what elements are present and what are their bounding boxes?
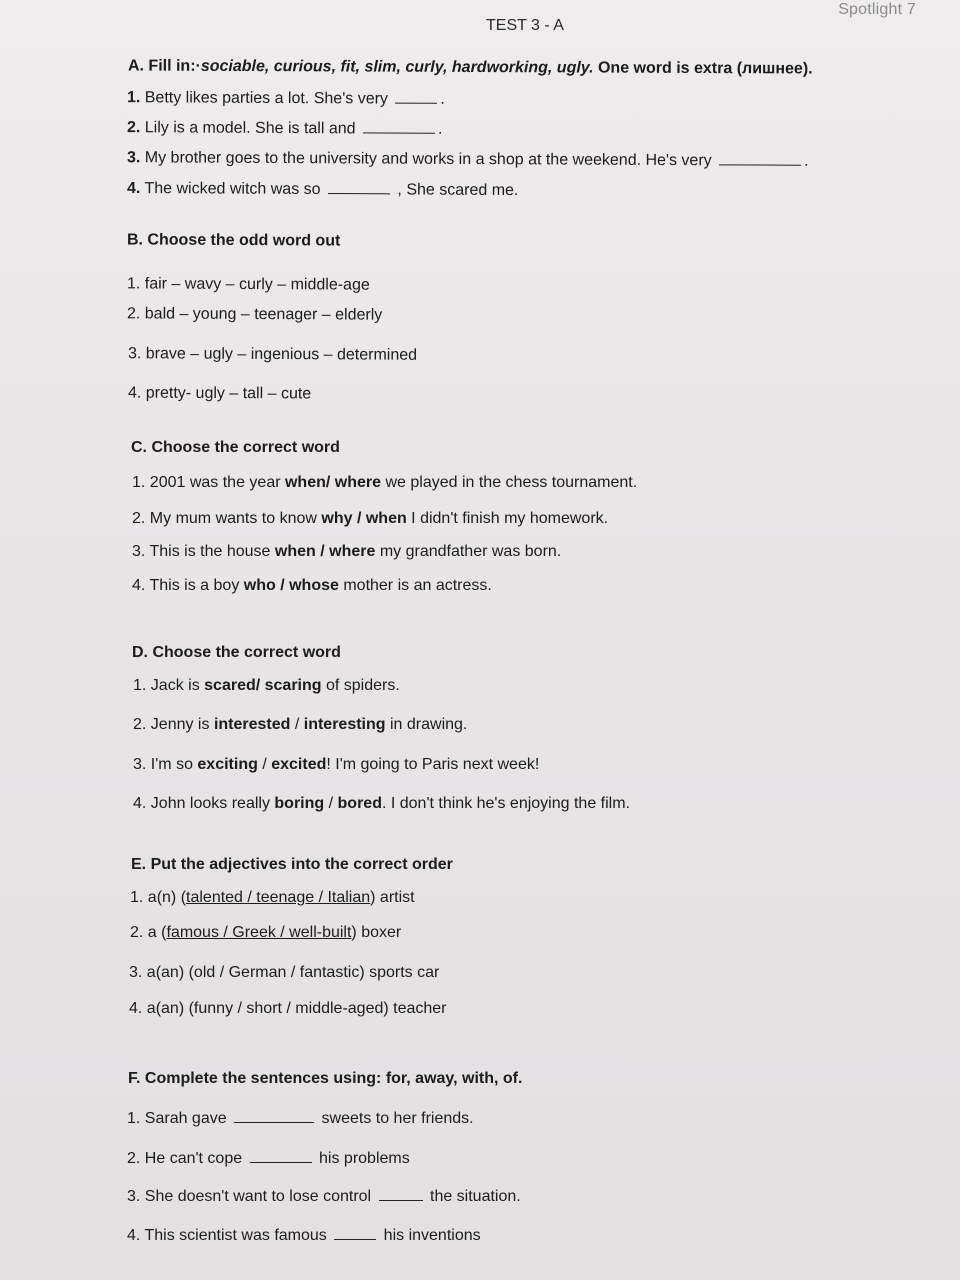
item-text: This scientist was famous: [140, 1227, 332, 1244]
answer-blank[interactable]: [328, 179, 390, 194]
item-number: 1.: [132, 474, 146, 491]
item-text: a(an) (: [142, 1000, 194, 1017]
section-d-item: [133, 716, 467, 734]
item-number: 1.: [127, 1110, 141, 1127]
item-number: 3.: [127, 1188, 141, 1205]
item-number: 4.: [132, 577, 146, 594]
item-number: 2.: [133, 716, 147, 733]
section-d-heading: D. Choose the correct word: [132, 644, 341, 661]
item-text-end: sweets to her friends.: [317, 1110, 474, 1127]
section-b-item: [127, 305, 382, 324]
item-text: John looks really: [146, 795, 275, 812]
word-option[interactable]: interesting: [303, 716, 386, 733]
item-text: She doesn't want to lose control: [140, 1188, 376, 1205]
item-text-end: , She scared me.: [392, 181, 519, 200]
section-a-heading-lead: A. Fill in:·: [127, 57, 201, 75]
item-text: My brother goes to the university and works in a shop at the weekend. He's very: [140, 149, 717, 170]
section-c-item: [132, 474, 637, 492]
section-e-item: [129, 964, 439, 982]
section-e-item: [130, 889, 415, 907]
item-text-end: .: [804, 152, 809, 170]
answer-blank[interactable]: [234, 1108, 314, 1123]
item-text: Betty likes parties a lot. She's very: [140, 89, 393, 108]
item-text-end: his problems: [314, 1150, 410, 1167]
option-separator: /: [324, 795, 338, 812]
section-f-item: [127, 1186, 521, 1206]
answer-blank[interactable]: [363, 118, 435, 133]
item-number: 2.: [126, 305, 141, 323]
item-text: I'm so: [146, 756, 198, 773]
section-a-item: [127, 87, 445, 109]
item-number: 4.: [126, 179, 141, 198]
item-number: 4.: [129, 1000, 143, 1017]
word-options[interactable]: when/ where: [284, 474, 382, 491]
section-d-item: [133, 756, 539, 774]
section-d-item: [133, 795, 630, 813]
word-options[interactable]: who / whose: [243, 577, 339, 594]
section-a-item: [127, 178, 519, 200]
word-option[interactable]: excited: [271, 756, 327, 773]
item-text-end: ! I'm going to Paris next week!: [326, 756, 540, 773]
item-text: a(n) (: [143, 889, 187, 906]
item-text: a(an) (: [142, 964, 194, 981]
item-text: Sarah gave: [140, 1110, 232, 1127]
item-text: Jenny is: [146, 716, 214, 733]
item-text: This is the house: [145, 543, 275, 560]
section-c-item: [132, 510, 608, 528]
section-a-heading: [128, 58, 813, 79]
item-text-end: of spiders.: [321, 677, 400, 694]
adjective-list: old / German / fantastic: [193, 964, 360, 981]
item-text-end: in drawing.: [385, 716, 468, 733]
section-e-item: [130, 924, 401, 942]
word-option[interactable]: boring: [274, 795, 325, 812]
item-text: 2001 was the year: [145, 474, 285, 491]
item-text-end: I didn't finish my homework.: [406, 510, 609, 527]
item-text: brave – ugly – ingenious – determined: [141, 345, 418, 364]
word-option[interactable]: interested: [213, 716, 291, 733]
word-option[interactable]: bored: [337, 795, 382, 812]
section-b-heading: B. Choose the odd word out: [126, 231, 341, 250]
adjective-list: funny / short / middle-aged: [193, 1000, 384, 1017]
section-a-item: [127, 117, 443, 139]
item-number: 2.: [126, 119, 141, 137]
option-separator: /: [290, 716, 304, 733]
section-f-item: [127, 1108, 474, 1128]
item-number: 2.: [127, 1150, 141, 1167]
section-a-item: [127, 147, 809, 171]
item-text: My mum wants to know: [145, 510, 322, 527]
word-option[interactable]: exciting: [197, 756, 258, 773]
item-text-end: ) boxer: [351, 924, 402, 941]
item-text: a (: [143, 924, 167, 941]
section-e-heading: E. Put the adjectives into the correct order: [131, 856, 453, 873]
word-options[interactable]: when / where: [274, 543, 376, 560]
item-text: pretty- ugly – tall – cute: [141, 384, 312, 403]
section-a-heading-tail: One word is extra (лишнее).: [593, 59, 813, 78]
adjective-list: talented / teenage / Italian: [186, 889, 371, 906]
item-number: 3.: [127, 345, 142, 363]
item-text: This is a boy: [145, 577, 244, 594]
section-f-item: [127, 1148, 410, 1168]
test-title: TEST 3 - A: [486, 17, 564, 34]
item-text-end: .: [437, 120, 443, 138]
item-number: 2.: [130, 924, 144, 941]
section-f-heading: F. Complete the sentences using: for, away, with, of.: [128, 1070, 523, 1087]
item-number: 3.: [133, 756, 147, 773]
item-number: 4.: [127, 384, 142, 402]
adjective-list: famous / Greek / well-built: [166, 924, 352, 941]
answer-blank[interactable]: [334, 1225, 376, 1240]
item-text-end: the situation.: [425, 1188, 521, 1205]
section-f-item: [127, 1225, 481, 1245]
item-text-end: .: [440, 90, 445, 108]
item-text-end: we played in the chess tournament.: [381, 474, 638, 491]
item-text: fair – wavy – curly – middle-age: [140, 275, 370, 294]
item-number: 4.: [127, 1227, 141, 1244]
section-b-item: [128, 345, 417, 365]
word-option[interactable]: scared/ scaring: [204, 677, 322, 694]
item-number: 3.: [126, 149, 141, 167]
item-number: 1.: [126, 89, 141, 107]
item-number: 4.: [133, 795, 147, 812]
section-b-item: [127, 275, 370, 294]
item-number: 3.: [132, 543, 146, 560]
item-number: 1.: [133, 677, 147, 694]
item-number: 3.: [129, 964, 143, 981]
answer-blank[interactable]: [395, 89, 437, 104]
word-options[interactable]: why / when: [321, 510, 407, 527]
item-number: 2.: [132, 510, 146, 527]
answer-blank[interactable]: [719, 150, 801, 165]
answer-blank[interactable]: [250, 1148, 312, 1163]
section-c-heading: C. Choose the correct word: [131, 439, 340, 456]
item-text-end: mother is an actress.: [338, 577, 492, 594]
section-b-item: [128, 385, 311, 404]
item-text-end: ) sports car: [359, 964, 440, 981]
item-number: 1.: [130, 889, 144, 906]
item-text: Jack is: [146, 677, 205, 694]
section-e-item: [129, 1000, 447, 1018]
item-number: 1.: [126, 275, 141, 293]
item-text: Lily is a model. She is tall and: [140, 119, 361, 138]
section-c-item: [132, 577, 492, 595]
option-separator: /: [257, 756, 272, 773]
section-d-item: [133, 677, 400, 695]
item-text-end: ) teacher: [383, 1000, 447, 1017]
section-c-item: [132, 543, 561, 561]
item-text-end: his inventions: [379, 1227, 481, 1244]
item-text-end: my grandfather was born.: [375, 543, 562, 560]
item-text: He can't cope: [140, 1150, 247, 1167]
item-text-end: ) artist: [370, 889, 415, 906]
item-text-end: . I don't think he's enjoying the film.: [381, 795, 630, 812]
item-text: bald – young – teenager – elderly: [140, 305, 383, 324]
answer-blank[interactable]: [379, 1186, 423, 1201]
brand-label: Spotlight 7: [838, 1, 916, 18]
item-text: The wicked witch was so: [140, 180, 326, 199]
section-a-word-bank: sociable, curious, fit, slim, curly, hardworking, ugly.: [200, 57, 594, 77]
